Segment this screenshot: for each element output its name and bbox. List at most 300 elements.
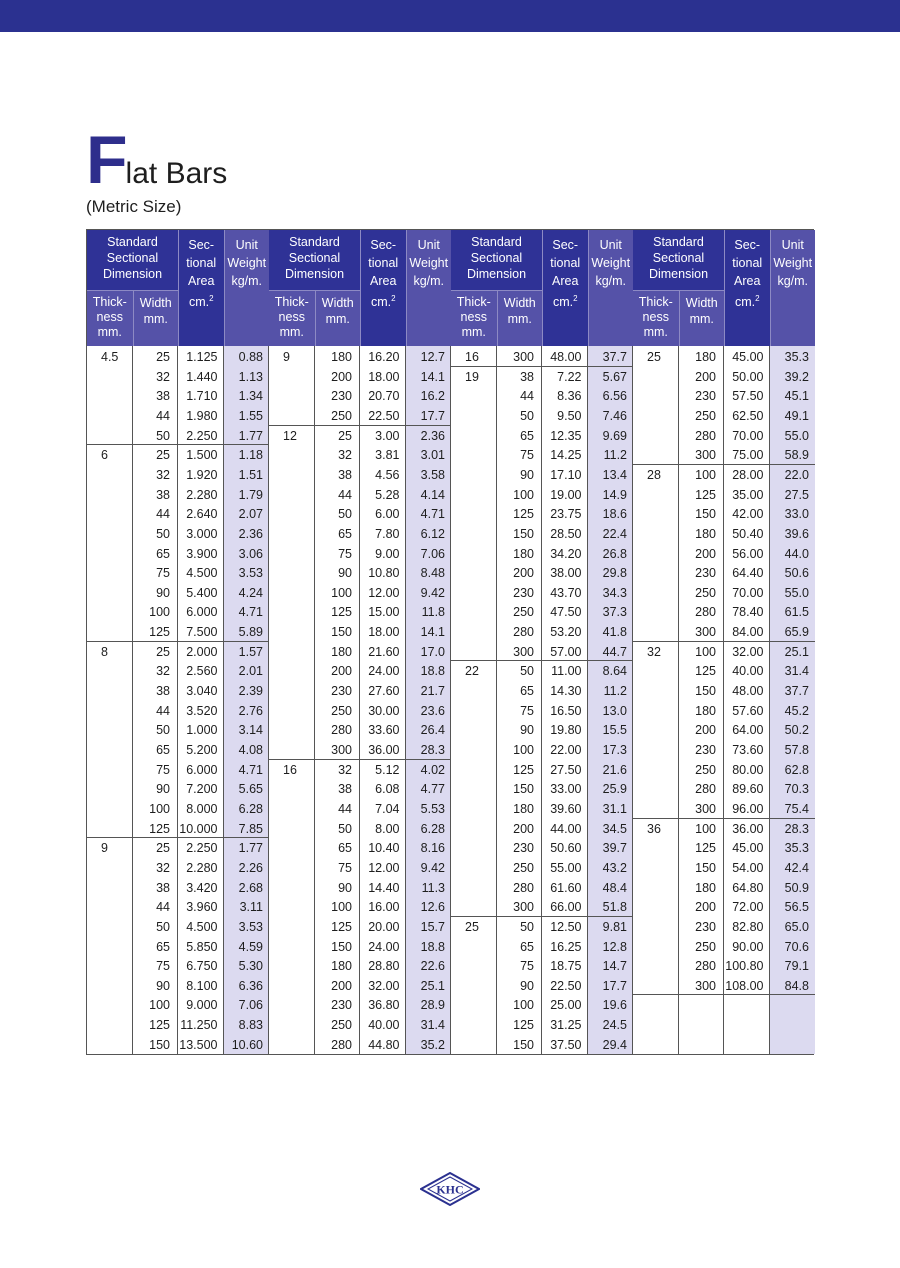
- unit-weight-cell: 7.06: [238, 998, 263, 1013]
- unit-weight-cell: 41.8: [602, 625, 627, 640]
- top-banner: [0, 0, 900, 32]
- header-line: ness: [642, 310, 669, 324]
- area-cell: 82.80: [732, 919, 764, 934]
- width-cell: 180: [331, 959, 352, 974]
- header-line: mm.: [689, 312, 714, 326]
- thickness-cell: 9: [283, 350, 290, 364]
- unit-weight-cell: 70.3: [784, 782, 809, 797]
- header-line: Area: [370, 274, 397, 288]
- unit-weight-cell: 33.0: [784, 507, 809, 522]
- header-superscript: 2: [209, 294, 214, 303]
- unit-weight-cell: 11.2: [603, 448, 627, 463]
- width-cell: 50: [520, 919, 534, 934]
- unit-weight-cell: 26.4: [420, 723, 445, 738]
- header-line: mm.: [325, 312, 350, 326]
- width-cell: 65: [338, 526, 352, 541]
- unit-weight-cell: 4.77: [420, 782, 445, 797]
- unit-weight-cell: 6.12: [420, 526, 445, 541]
- unit-weight-cell: 35.3: [784, 841, 809, 856]
- header-sectional-area: [178, 230, 224, 346]
- unit-weight-cell: 4.08: [238, 743, 263, 757]
- width-cell: 200: [331, 664, 352, 679]
- unit-weight-cell: 5.30: [238, 959, 263, 974]
- width-cell: 200: [331, 978, 352, 993]
- width-cell: 280: [695, 605, 716, 620]
- unit-weight-cell: 18.6: [602, 507, 627, 522]
- header-line: Thick-: [274, 295, 309, 309]
- group-divider: [269, 759, 451, 760]
- area-cell: 3.040: [186, 684, 218, 699]
- area-cell: 6.000: [186, 605, 218, 620]
- area-cell: 4.56: [375, 467, 400, 482]
- table-block: [87, 230, 269, 1054]
- header-line: Unit: [417, 238, 440, 252]
- unit-weight-cell: 28.3: [784, 821, 809, 836]
- header-unit-weight: [588, 230, 634, 346]
- header-line: kg/m.: [595, 274, 627, 288]
- width-cell: 65: [520, 684, 534, 699]
- width-cell: 75: [520, 448, 534, 463]
- unit-weight-cell: 3.53: [238, 566, 263, 581]
- width-cell: 75: [156, 762, 170, 777]
- header-line: Width: [503, 296, 536, 310]
- thickness-cell: 32: [647, 644, 661, 659]
- area-cell: 15.00: [368, 605, 400, 620]
- group-divider: [633, 641, 815, 642]
- unit-weight-cell: 2.39: [238, 684, 263, 699]
- thickness-cell: 12: [283, 428, 297, 443]
- thickness-cell: 19: [465, 369, 479, 384]
- width-cell: 200: [695, 546, 716, 561]
- width-cell: 300: [695, 978, 716, 993]
- unit-weight-cell: 84.8: [784, 978, 809, 993]
- header-line: Sec-: [188, 238, 215, 252]
- thickness-cell: 28: [647, 467, 661, 482]
- width-cell: 90: [156, 585, 170, 600]
- width-cell: 100: [695, 821, 716, 836]
- unit-weight-cell: 14.9: [602, 487, 627, 502]
- area-cell: 62.50: [732, 408, 764, 423]
- unit-weight-cell: 44.0: [784, 546, 809, 561]
- header-line: tional: [186, 256, 217, 270]
- thickness-cell: 25: [465, 919, 479, 934]
- width-cell: 50: [338, 507, 352, 522]
- unit-weight-cell: 22.0: [784, 467, 809, 482]
- area-cell: 50.60: [550, 841, 582, 856]
- area-cell: 7.22: [557, 369, 582, 384]
- header-line: mm.: [643, 325, 668, 339]
- area-cell: 2.560: [186, 664, 218, 679]
- header-sectional-area: [542, 230, 588, 346]
- width-cell: 230: [695, 389, 716, 404]
- width-cell: 90: [338, 566, 352, 581]
- unit-weight-cell: 22.4: [602, 526, 627, 541]
- width-cell: 32: [156, 369, 170, 384]
- area-cell: 28.80: [368, 959, 400, 974]
- unit-weight-cell: 18.8: [420, 939, 445, 954]
- area-cell: 66.00: [550, 900, 582, 915]
- header-unit-weight: [406, 230, 452, 346]
- unit-weight-cell: 62.8: [784, 762, 809, 777]
- unit-weight-cell: 3.11: [239, 900, 263, 915]
- width-cell: 125: [331, 919, 352, 934]
- table-block: [451, 230, 633, 1054]
- area-cell: 31.25: [550, 1018, 582, 1033]
- header-line: Unit: [781, 238, 804, 252]
- width-cell: 125: [149, 821, 170, 836]
- area-cell: 9.50: [557, 408, 582, 423]
- unit-weight-cell: 3.14: [238, 723, 263, 738]
- header-thickness: [87, 290, 133, 346]
- area-cell: 11.00: [551, 664, 582, 679]
- width-cell: 100: [149, 605, 170, 620]
- unit-weight-cell: 1.51: [238, 467, 263, 482]
- width-cell: 75: [338, 546, 352, 561]
- width-cell: 100: [695, 644, 716, 659]
- width-cell: 280: [695, 782, 716, 797]
- width-cell: 38: [156, 880, 170, 895]
- table-block: [633, 230, 815, 1054]
- area-cell: 33.60: [368, 723, 400, 738]
- width-cell: 90: [338, 880, 352, 895]
- width-cell: 75: [520, 703, 534, 718]
- area-cell: 37.50: [550, 1037, 582, 1052]
- area-cell: 5.28: [375, 487, 400, 502]
- width-cell: 250: [695, 762, 716, 777]
- unit-weight-cell: 3.58: [420, 467, 445, 482]
- unit-weight-cell: 28.3: [420, 743, 445, 757]
- unit-weight-cell: 16.2: [420, 389, 445, 404]
- width-cell: 300: [695, 625, 716, 640]
- width-cell: 230: [331, 389, 352, 404]
- header-thickness: [269, 290, 315, 346]
- area-cell: 20.70: [368, 389, 400, 404]
- unit-weight-cell: 8.48: [420, 566, 445, 581]
- header-line: tional: [550, 256, 581, 270]
- width-cell: 25: [156, 841, 170, 856]
- area-cell: 12.50: [550, 919, 582, 934]
- area-cell: 108.00: [725, 978, 764, 993]
- width-cell: 75: [156, 959, 170, 974]
- unit-weight-cell: 50.9: [784, 880, 809, 895]
- area-cell: 61.60: [550, 880, 582, 895]
- area-cell: 90.00: [732, 939, 764, 954]
- unit-weight-cell: 3.06: [238, 546, 263, 561]
- area-cell: 23.75: [550, 507, 582, 522]
- area-cell: 8.00: [375, 821, 400, 836]
- unit-weight-cell: 65.0: [784, 919, 809, 934]
- group-divider: [87, 641, 269, 642]
- table-column: [269, 346, 315, 1054]
- unit-weight-cell: 9.42: [420, 860, 445, 875]
- unit-weight-cell: 37.7: [784, 684, 809, 699]
- unit-weight-cell: 4.59: [238, 939, 263, 954]
- table-header: [451, 230, 633, 346]
- width-cell: 38: [156, 684, 170, 699]
- header-line: Sectional: [652, 251, 705, 265]
- unit-weight-cell: 2.07: [238, 507, 263, 522]
- header-line: Standard: [471, 235, 522, 249]
- area-cell: 30.00: [368, 703, 400, 718]
- unit-weight-cell: 6.36: [238, 978, 263, 993]
- area-cell: 11.250: [180, 1018, 218, 1033]
- width-cell: 280: [695, 428, 716, 443]
- unit-weight-cell: 50.2: [784, 723, 809, 738]
- unit-weight-cell: 17.7: [602, 978, 627, 993]
- header-line: kg/m.: [777, 274, 809, 288]
- header-standard-dimension: [451, 230, 542, 290]
- area-cell: 6.000: [186, 762, 218, 777]
- area-cell: 6.08: [375, 782, 400, 797]
- area-cell: 18.00: [368, 625, 400, 640]
- width-cell: 65: [156, 546, 170, 561]
- unit-weight-cell: 5.53: [420, 801, 445, 816]
- width-cell: 25: [156, 644, 170, 659]
- area-cell: 45.00: [732, 841, 764, 856]
- area-cell: 70.00: [732, 585, 764, 600]
- area-cell: 4.500: [186, 919, 218, 934]
- unit-weight-cell: 8.16: [420, 841, 445, 856]
- unit-weight-cell: 43.2: [602, 860, 627, 875]
- area-cell: 53.20: [550, 625, 582, 640]
- area-cell: 64.40: [732, 566, 764, 581]
- header-line: Dimension: [284, 267, 345, 281]
- unit-weight-cell: 35.2: [420, 1037, 445, 1052]
- width-cell: 32: [156, 664, 170, 679]
- area-cell: 33.00: [550, 782, 582, 797]
- unit-weight-cell: 31.4: [420, 1018, 445, 1033]
- table-block: [269, 230, 451, 1054]
- unit-weight-cell: 21.7: [420, 684, 445, 699]
- area-cell: 16.25: [550, 939, 582, 954]
- width-cell: 50: [520, 408, 534, 423]
- width-cell: 65: [520, 939, 534, 954]
- flat-bars-table: [86, 229, 814, 1055]
- unit-weight-cell: 1.55: [238, 408, 263, 423]
- header-width: [133, 290, 179, 346]
- unit-weight-cell: 79.1: [784, 959, 809, 974]
- area-cell: 5.12: [375, 762, 400, 777]
- area-cell: 16.00: [368, 900, 400, 915]
- area-cell: 1.440: [186, 369, 218, 384]
- unit-weight-cell: 39.6: [784, 526, 809, 541]
- area-cell: 14.30: [550, 684, 582, 699]
- area-cell: 6.750: [186, 959, 218, 974]
- header-sectional-area: [360, 230, 406, 346]
- unit-weight-cell: 55.0: [784, 428, 809, 443]
- header-line: Sec-: [370, 238, 397, 252]
- unit-weight-cell: 27.5: [784, 487, 809, 502]
- area-cell: 27.50: [550, 762, 582, 777]
- unit-weight-cell: 34.3: [602, 585, 627, 600]
- unit-weight-cell: 7.06: [420, 546, 445, 561]
- group-divider: [633, 464, 815, 465]
- area-cell: 48.00: [732, 684, 764, 699]
- area-cell: 13.500: [179, 1037, 218, 1052]
- width-cell: 280: [695, 959, 716, 974]
- header-superscript: 2: [391, 294, 396, 303]
- header-line: Standard: [107, 235, 158, 249]
- header-standard-dimension: [87, 230, 178, 290]
- width-cell: 230: [695, 919, 716, 934]
- area-cell: 4.500: [186, 566, 218, 581]
- unit-weight-cell: 50.6: [784, 566, 809, 581]
- width-cell: 280: [331, 1037, 352, 1052]
- width-cell: 125: [513, 762, 534, 777]
- group-divider: [87, 444, 269, 445]
- header-line: Unit: [235, 238, 258, 252]
- width-cell: 44: [156, 703, 170, 718]
- unit-weight-cell: 5.89: [238, 625, 263, 640]
- width-cell: 250: [513, 605, 534, 620]
- area-cell: 24.00: [368, 939, 400, 954]
- width-cell: 125: [149, 625, 170, 640]
- header-line: ness: [96, 310, 123, 324]
- unit-weight-cell: 2.36: [420, 428, 445, 443]
- area-cell: 1.920: [186, 467, 218, 482]
- width-cell: 180: [513, 801, 534, 816]
- width-cell: 230: [695, 743, 716, 757]
- width-cell: 100: [513, 743, 534, 757]
- thickness-cell: 16: [465, 350, 479, 364]
- header-line: Width: [321, 296, 354, 310]
- unit-weight-cell: 22.6: [420, 959, 445, 974]
- header-line: tional: [732, 256, 763, 270]
- width-cell: 230: [513, 841, 534, 856]
- unit-weight-cell: 3.01: [420, 448, 445, 463]
- width-cell: 50: [156, 919, 170, 934]
- width-cell: 180: [695, 703, 716, 718]
- width-cell: 200: [513, 566, 534, 581]
- width-cell: 44: [156, 408, 170, 423]
- group-divider: [633, 818, 815, 819]
- header-line: tional: [368, 256, 399, 270]
- unit-weight-cell: 57.8: [784, 743, 809, 757]
- unit-weight-cell: 25.1: [784, 644, 809, 659]
- width-cell: 50: [156, 526, 170, 541]
- area-cell: 3.81: [375, 448, 400, 463]
- area-cell: 35.00: [732, 487, 764, 502]
- unit-weight-cell: 28.9: [420, 998, 445, 1013]
- width-cell: 280: [513, 625, 534, 640]
- area-cell: 44.00: [550, 821, 582, 836]
- width-cell: 230: [695, 566, 716, 581]
- width-cell: 230: [331, 998, 352, 1013]
- unit-weight-cell: 14.7: [602, 959, 627, 974]
- unit-weight-cell: 4.14: [420, 487, 445, 502]
- width-cell: 65: [156, 939, 170, 954]
- unit-weight-cell: 7.46: [602, 408, 627, 423]
- width-cell: 280: [513, 880, 534, 895]
- table-column: [633, 346, 679, 1054]
- unit-weight-cell: 14.1: [420, 369, 445, 384]
- area-cell: 54.00: [732, 860, 764, 875]
- area-cell: 55.00: [550, 860, 582, 875]
- area-cell: 10.000: [179, 821, 218, 836]
- unit-weight-cell: 25.9: [602, 782, 627, 797]
- area-cell: 3.420: [186, 880, 218, 895]
- width-cell: 90: [520, 978, 534, 993]
- width-cell: 75: [156, 566, 170, 581]
- header-line: Sectional: [470, 251, 523, 265]
- area-cell: 9.000: [186, 998, 218, 1013]
- width-cell: 250: [695, 939, 716, 954]
- area-cell: 38.00: [550, 566, 582, 581]
- header-line: Thick-: [456, 295, 491, 309]
- unit-weight-cell: 65.9: [784, 625, 809, 640]
- width-cell: 100: [331, 585, 352, 600]
- unit-weight-cell: 4.71: [238, 605, 263, 620]
- width-cell: 44: [338, 801, 352, 816]
- width-cell: 38: [338, 782, 352, 797]
- header-line: Weight: [591, 256, 631, 270]
- area-cell: 73.60: [732, 743, 764, 757]
- area-cell: 14.40: [368, 880, 400, 895]
- header-line: ness: [460, 310, 487, 324]
- width-cell: 90: [156, 978, 170, 993]
- width-cell: 125: [695, 841, 716, 856]
- unit-weight-cell: 2.68: [238, 880, 263, 895]
- unit-weight-cell: 8.64: [602, 664, 627, 679]
- unit-weight-cell: 11.8: [421, 605, 445, 620]
- unit-weight-cell: 39.7: [602, 841, 627, 856]
- area-cell: 7.04: [375, 801, 400, 816]
- area-cell: 28.00: [732, 467, 764, 482]
- unit-weight-cell: 11.3: [421, 880, 445, 895]
- unit-weight-cell: 35.3: [784, 350, 809, 364]
- width-cell: 38: [156, 389, 170, 404]
- area-cell: 5.200: [186, 743, 218, 757]
- width-cell: 50: [156, 723, 170, 738]
- unit-weight-cell: 15.7: [420, 919, 445, 934]
- width-cell: 44: [338, 487, 352, 502]
- header-sectional-area: [724, 230, 770, 346]
- width-cell: 150: [695, 684, 716, 699]
- width-cell: 125: [149, 1018, 170, 1033]
- unit-weight-cell: 1.77: [238, 841, 263, 856]
- header-line: Sectional: [288, 251, 341, 265]
- unit-weight-cell: 13.4: [602, 467, 627, 482]
- area-cell: 34.20: [550, 546, 582, 561]
- unit-weight-cell: 7.85: [238, 821, 263, 836]
- width-cell: 65: [338, 841, 352, 856]
- header-line: Weight: [227, 256, 267, 270]
- width-cell: 90: [156, 782, 170, 797]
- width-cell: 75: [520, 959, 534, 974]
- width-cell: 125: [513, 1018, 534, 1033]
- thickness-cell: 6: [101, 448, 108, 463]
- unit-weight-cell: 58.9: [784, 448, 809, 463]
- width-cell: 300: [331, 743, 352, 757]
- area-cell: 8.36: [557, 389, 582, 404]
- title-rest: lat Bars: [125, 157, 228, 190]
- unit-weight-cell: 9.42: [420, 585, 445, 600]
- area-cell: 9.00: [375, 546, 400, 561]
- unit-weight-cell: 6.28: [420, 821, 445, 836]
- unit-weight-cell: 51.8: [602, 900, 627, 915]
- area-cell: 57.60: [732, 703, 764, 718]
- area-cell: 47.50: [550, 605, 582, 620]
- unit-weight-cell: 8.83: [238, 1018, 263, 1033]
- unit-weight-cell: 37.3: [602, 605, 627, 620]
- width-cell: 150: [513, 526, 534, 541]
- header-line: Width: [685, 296, 718, 310]
- area-cell: 100.80: [725, 959, 764, 974]
- unit-weight-cell: 26.8: [602, 546, 627, 561]
- width-cell: 90: [520, 467, 534, 482]
- unit-weight-cell: 37.7: [602, 350, 627, 364]
- header-line: Dimension: [102, 267, 163, 281]
